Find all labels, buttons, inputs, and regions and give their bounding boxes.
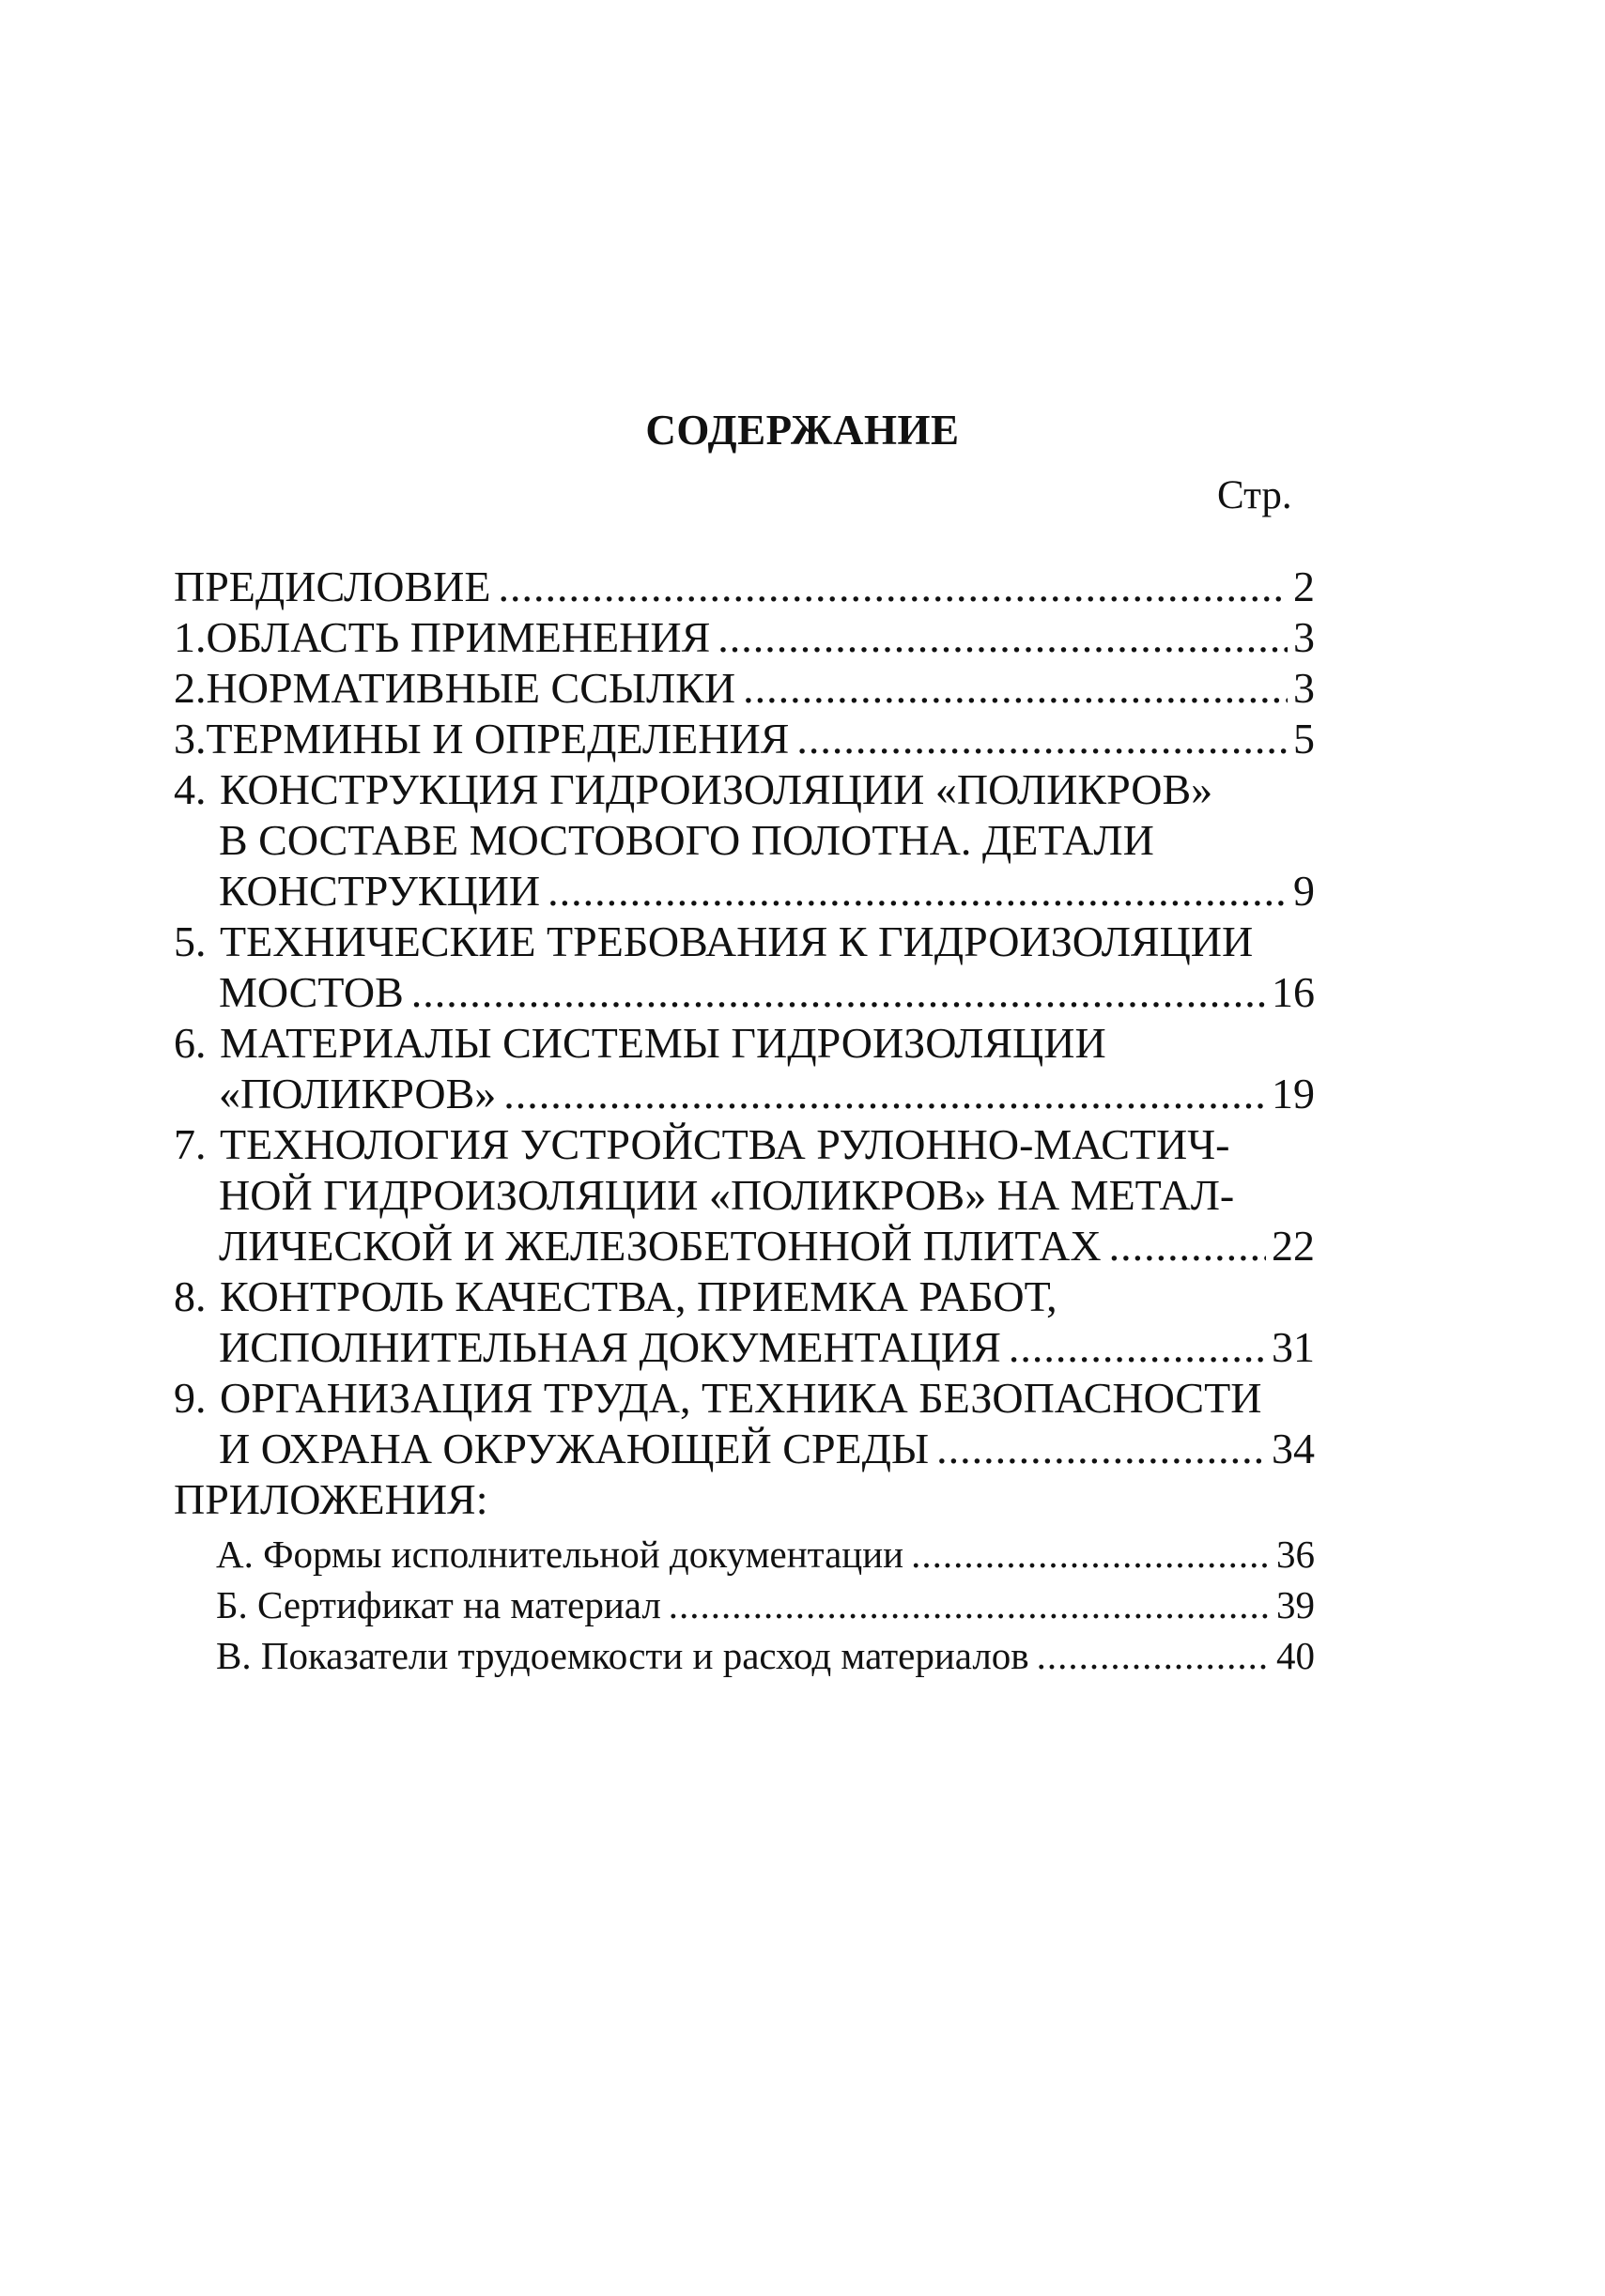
toc-entry-7[interactable] xyxy=(174,1119,1315,1271)
toc-entry-title: ТЕРМИНЫ И ОПРЕДЕЛЕНИЯ xyxy=(206,715,790,763)
toc-entry-title-continued: В СОСТАВЕ МОСТОВОГО ПОЛОТНА. ДЕТАЛИ xyxy=(219,816,1154,864)
toc-page-number: 16 xyxy=(1272,968,1315,1016)
toc-page-number: 3 xyxy=(1293,664,1315,712)
toc-page-number: 39 xyxy=(1276,1583,1315,1626)
toc-entry-6[interactable] xyxy=(174,1018,1315,1119)
toc-entry-number: 2. xyxy=(174,664,207,712)
appendix-title: Б. Сертификат на материал xyxy=(216,1583,661,1626)
appendix-title: А. Формы исполнительной документации xyxy=(216,1533,904,1576)
dot-leader xyxy=(718,612,1288,663)
appendices-section xyxy=(174,1474,1315,1681)
dot-leader xyxy=(796,714,1288,764)
toc-entry-number: 4. xyxy=(174,765,207,813)
dot-leader xyxy=(498,562,1288,612)
toc-entry-title: КОНСТРУКЦИЯ ГИДРОИЗОЛЯЦИИ «ПОЛИКРОВ» xyxy=(220,765,1213,813)
dot-leader xyxy=(669,1579,1271,1630)
toc-entry-title: ТЕХНИЧЕСКИЕ ТРЕБОВАНИЯ К ГИДРОИЗОЛЯЦИИ xyxy=(220,917,1254,965)
appendix-item-b[interactable] xyxy=(174,1579,1315,1630)
dot-leader xyxy=(1109,1221,1266,1271)
toc-entry-title: МАТЕРИАЛЫ СИСТЕМЫ ГИДРОИЗОЛЯЦИИ xyxy=(220,1019,1106,1067)
toc-page-number: 22 xyxy=(1272,1222,1315,1270)
dot-leader xyxy=(411,967,1266,1018)
appendix-title: В. Показатели трудоемкости и расход материалов xyxy=(216,1634,1029,1677)
toc-entry-title-continued: МОСТОВ xyxy=(219,968,404,1016)
toc-entry-title-continued: ЛИЧЕСКОЙ И ЖЕЛЕЗОБЕТОННОЙ ПЛИТАХ xyxy=(219,1222,1102,1270)
dot-leader xyxy=(743,663,1288,714)
toc-page-number: 5 xyxy=(1293,715,1315,763)
toc-entry-number: 1. xyxy=(174,613,207,661)
toc-entry-title: ТЕХНОЛОГИЯ УСТРОЙСТВА РУЛОННО-МАСТИЧ- xyxy=(220,1120,1230,1168)
toc-page-number: 19 xyxy=(1272,1070,1315,1117)
toc-page-number: 34 xyxy=(1272,1425,1315,1472)
toc-entry-title: ПРЕДИСЛОВИЕ xyxy=(174,562,491,610)
toc-entry-number: 8. xyxy=(174,1272,207,1320)
toc-entry-title: НОРМАТИВНЫЕ ССЫЛКИ xyxy=(206,664,736,712)
toc-entry-title: ОБЛАСТЬ ПРИМЕНЕНИЯ xyxy=(206,613,711,661)
dot-leader xyxy=(1009,1322,1266,1373)
toc-entry-number: 9. xyxy=(174,1374,207,1422)
toc-entry-number: 5. xyxy=(174,917,207,965)
toc-page-number: 31 xyxy=(1272,1323,1315,1371)
toc-entry-title: КОНТРОЛЬ КАЧЕСТВА, ПРИЕМКА РАБОТ, xyxy=(220,1272,1057,1320)
appendix-item-v[interactable] xyxy=(174,1630,1315,1681)
dot-leader xyxy=(548,866,1288,917)
toc-page-number: 36 xyxy=(1276,1533,1315,1576)
table-of-contents xyxy=(174,562,1315,1681)
toc-entry-title: ОРГАНИЗАЦИЯ ТРУДА, ТЕХНИКА БЕЗОПАСНОСТИ xyxy=(220,1374,1262,1422)
dot-leader xyxy=(936,1424,1266,1474)
toc-entry-preface[interactable] xyxy=(174,562,1315,612)
toc-entry-9[interactable] xyxy=(174,1373,1315,1474)
appendix-item-a[interactable] xyxy=(174,1529,1315,1579)
toc-entry-title-continued: «ПОЛИКРОВ» xyxy=(219,1070,497,1117)
dot-leader xyxy=(503,1069,1266,1119)
toc-entry-title-continued: НОЙ ГИДРОИЗОЛЯЦИИ «ПОЛИКРОВ» НА МЕТАЛ- xyxy=(219,1171,1235,1219)
toc-page-number: 40 xyxy=(1276,1634,1315,1677)
page-title: СОДЕРЖАНИЕ xyxy=(645,407,960,454)
toc-entry-number: 3. xyxy=(174,715,207,763)
dot-leader xyxy=(1037,1630,1271,1681)
toc-page-number: 9 xyxy=(1293,867,1315,915)
toc-entry-title-continued: И ОХРАНА ОКРУЖАЮЩЕЙ СРЕДЫ xyxy=(219,1425,930,1472)
page-column-label: Стр. xyxy=(1217,473,1292,517)
toc-entry-8[interactable] xyxy=(174,1271,1315,1373)
toc-entry-1[interactable] xyxy=(174,612,1315,663)
toc-entry-3[interactable] xyxy=(174,714,1315,764)
dot-leader xyxy=(911,1529,1271,1579)
toc-entry-5[interactable] xyxy=(174,917,1315,1018)
toc-entry-title-continued: ИСПОЛНИТЕЛЬНАЯ ДОКУМЕНТАЦИЯ xyxy=(219,1323,1001,1371)
appendices-heading: ПРИЛОЖЕНИЯ: xyxy=(174,1475,488,1523)
toc-page-number: 3 xyxy=(1293,613,1315,661)
toc-entry-2[interactable] xyxy=(174,663,1315,714)
toc-entry-title-continued: КОНСТРУКЦИИ xyxy=(219,867,541,915)
toc-entry-number: 6. xyxy=(174,1019,207,1067)
toc-page-number: 2 xyxy=(1293,562,1315,610)
toc-entry-number: 7. xyxy=(174,1120,207,1168)
toc-entry-4[interactable] xyxy=(174,764,1315,917)
